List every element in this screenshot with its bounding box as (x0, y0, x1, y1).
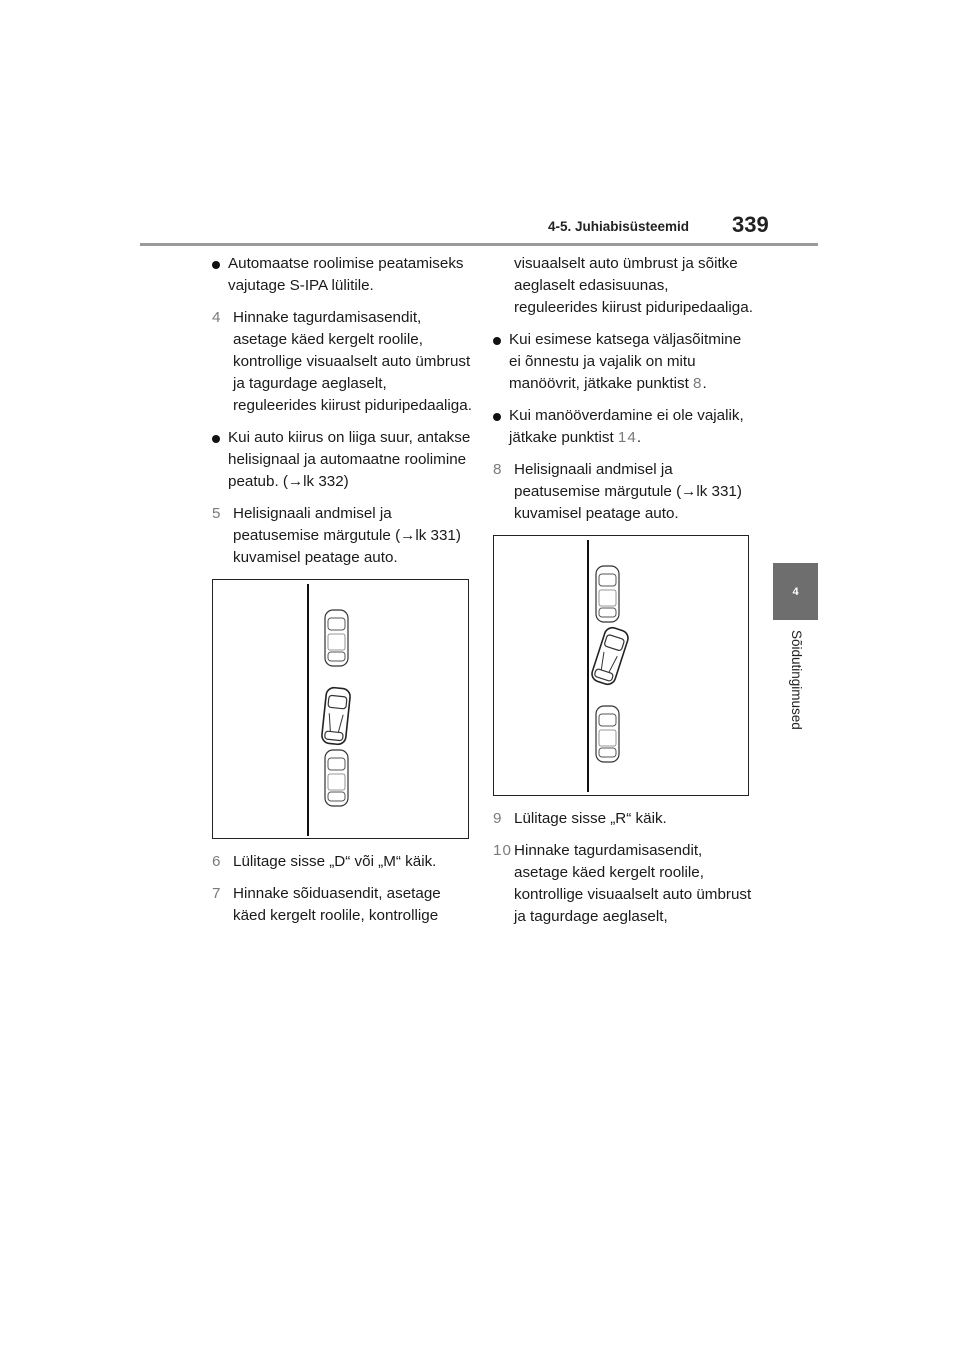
bullet-text: Kui esimese katsega väljasõitmine ei õnnestu ja vajalik on mitu manöövrit, jätkake punktist (509, 331, 742, 392)
step-number: 5 (212, 505, 221, 522)
bullet-text: Kui auto kiirus on liiga suur, antakse helisignaal ja automaatne roolimine peatub. (→lk 332) (228, 429, 471, 490)
step-number: 4 (212, 309, 221, 326)
bullet-dot-icon (493, 337, 501, 345)
bullet-text: Automaatse roolimise peatamiseks vajutage S-IPA lülitile. (228, 255, 464, 294)
continued-text: visuaalselt auto ümbrust ja sõitke aeglaselt edasisuunas, reguleerides kiirust piduripedaaliga. (514, 255, 753, 316)
bullet-dot-icon (212, 435, 220, 443)
step-number: 7 (212, 885, 221, 902)
bullet-dot-icon (493, 413, 501, 421)
step-reference: 8 (693, 375, 703, 392)
step-7 (212, 883, 474, 927)
step-text: Helisignaali andmisel ja peatusemise märgutule (→lk 331) kuvamisel peatage auto. (233, 505, 461, 566)
step-8 (493, 459, 755, 525)
right-column (493, 253, 755, 938)
own-car-icon (590, 626, 630, 687)
parked-car-icon (596, 706, 619, 762)
parking-diagram-2 (493, 535, 749, 796)
bullet-item: Kui manööverdamine ei ole vajalik, jätkake punktist 14. (493, 405, 755, 449)
step-number: 8 (493, 461, 502, 478)
left-column (212, 253, 474, 937)
bullet-text: Kui manööverdamine ei ole vajalik, jätkake punktist (509, 407, 744, 446)
step-text: Helisignaali andmisel ja peatusemise märgutule (→lk 331) kuvamisel peatage auto. (514, 461, 742, 522)
chapter-label (774, 630, 819, 750)
chapter-number: 4 (792, 585, 799, 598)
step-number: 10 (493, 842, 512, 859)
bullet-dot-icon (212, 261, 220, 269)
page-number: 339 (732, 212, 769, 237)
bullet-item (212, 427, 474, 493)
chapter-title: Sõidutingimused (789, 630, 804, 730)
parking-diagram-1 (212, 579, 469, 839)
step-5 (212, 503, 474, 569)
parked-car-icon (596, 566, 619, 622)
step-10 (493, 840, 755, 928)
step-text: Hinnake sõiduasendit, asetage käed kergelt roolile, kontrollige (233, 885, 441, 924)
step-number: 9 (493, 810, 502, 827)
step-text: Hinnake tagurdamisasendit, asetage käed kergelt roolile, kontrollige visuaalselt auto ümbrust ja tagurdage aeglaselt, reguleerides kiirust piduripedaaliga. (233, 309, 472, 414)
step-text: Lülitage sisse „R“ käik. (514, 810, 667, 827)
step-9 (493, 808, 755, 830)
step-reference: 14 (617, 429, 637, 446)
chapter-tab (773, 563, 818, 620)
own-car-icon (321, 687, 351, 745)
step-6 (212, 851, 474, 873)
bullet-item (212, 253, 474, 297)
header-rule (140, 243, 818, 246)
bullet-item: Kui esimese katsega väljasõitmine ei õnnestu ja vajalik on mitu manöövrit, jätkake punktist 8. (493, 329, 755, 395)
parked-car-icon (325, 750, 348, 806)
section-title: 4-5. Juhiabisüsteemid (548, 219, 690, 234)
step-text: Hinnake tagurdamisasendit, asetage käed kergelt roolile, kontrollige visuaalselt auto ümbrust ja tagurdage aeglaselt, (514, 842, 752, 925)
step-4 (212, 307, 474, 417)
step-number: 6 (212, 853, 221, 870)
parked-car-icon (325, 610, 348, 666)
step-text: Lülitage sisse „D“ või „M“ käik. (233, 853, 437, 870)
